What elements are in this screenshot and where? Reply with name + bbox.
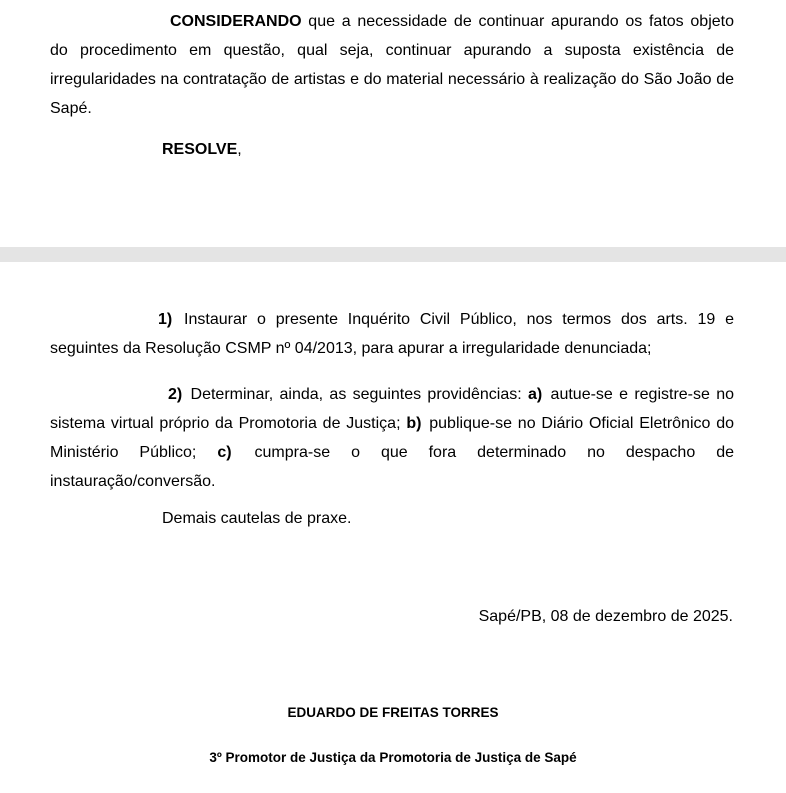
signature-name: EDUARDO DE FREITAS TORRES — [287, 705, 499, 720]
paragraph-considerando — [50, 7, 734, 123]
item-2c-text: cumpra-se o que fora determinado no despacho de instauração/conversão. — [50, 444, 734, 490]
paragraph-item-1 — [50, 305, 734, 363]
paragraph-resolve — [162, 135, 242, 164]
resolve-keyword: RESOLVE — [162, 141, 238, 158]
item-2-marker: 2) — [168, 386, 183, 403]
item-1-text: Instaurar o presente Inquérito Civil Público, nos termos dos arts. 19 e seguintes da Resolução CSMP nº 04/2013, para apurar a irregularidade denunciada; — [50, 311, 734, 357]
item-2a-text: autue-se e registre-se no sistema virtual próprio da Promotoria de Justiça; — [50, 386, 735, 432]
item-2b-marker: b) — [406, 415, 422, 432]
signature-title: 3º Promotor de Justiça da Promotoria de Justiça de Sapé — [209, 750, 577, 765]
item-1-marker: 1) — [158, 311, 173, 328]
considerando-keyword: CONSIDERANDO — [170, 13, 302, 30]
redacted-region-bar — [0, 247, 786, 262]
item-2-text-intro: Determinar, ainda, as seguintes providências: — [184, 386, 529, 403]
item-2a-marker: a) — [528, 386, 543, 403]
considerando-text: que a necessidade de continuar apurando os fatos objeto do procedimento em questão, qual seja, continuar apurando a suposta existência de irregularidades na contratação de artistas e do material necessário à realização do São João de Sapé. — [50, 13, 734, 117]
paragraph-item-2 — [50, 380, 734, 496]
item-2c-marker: c) — [217, 444, 232, 461]
resolve-comma: , — [237, 141, 242, 158]
closing-line: Demais cautelas de praxe. — [162, 510, 352, 527]
dateline: Sapé/PB, 08 de dezembro de 2025. — [478, 608, 733, 625]
item-2b-text: publique-se no Diário Oficial Eletrônico do Ministério Público; — [50, 415, 734, 461]
